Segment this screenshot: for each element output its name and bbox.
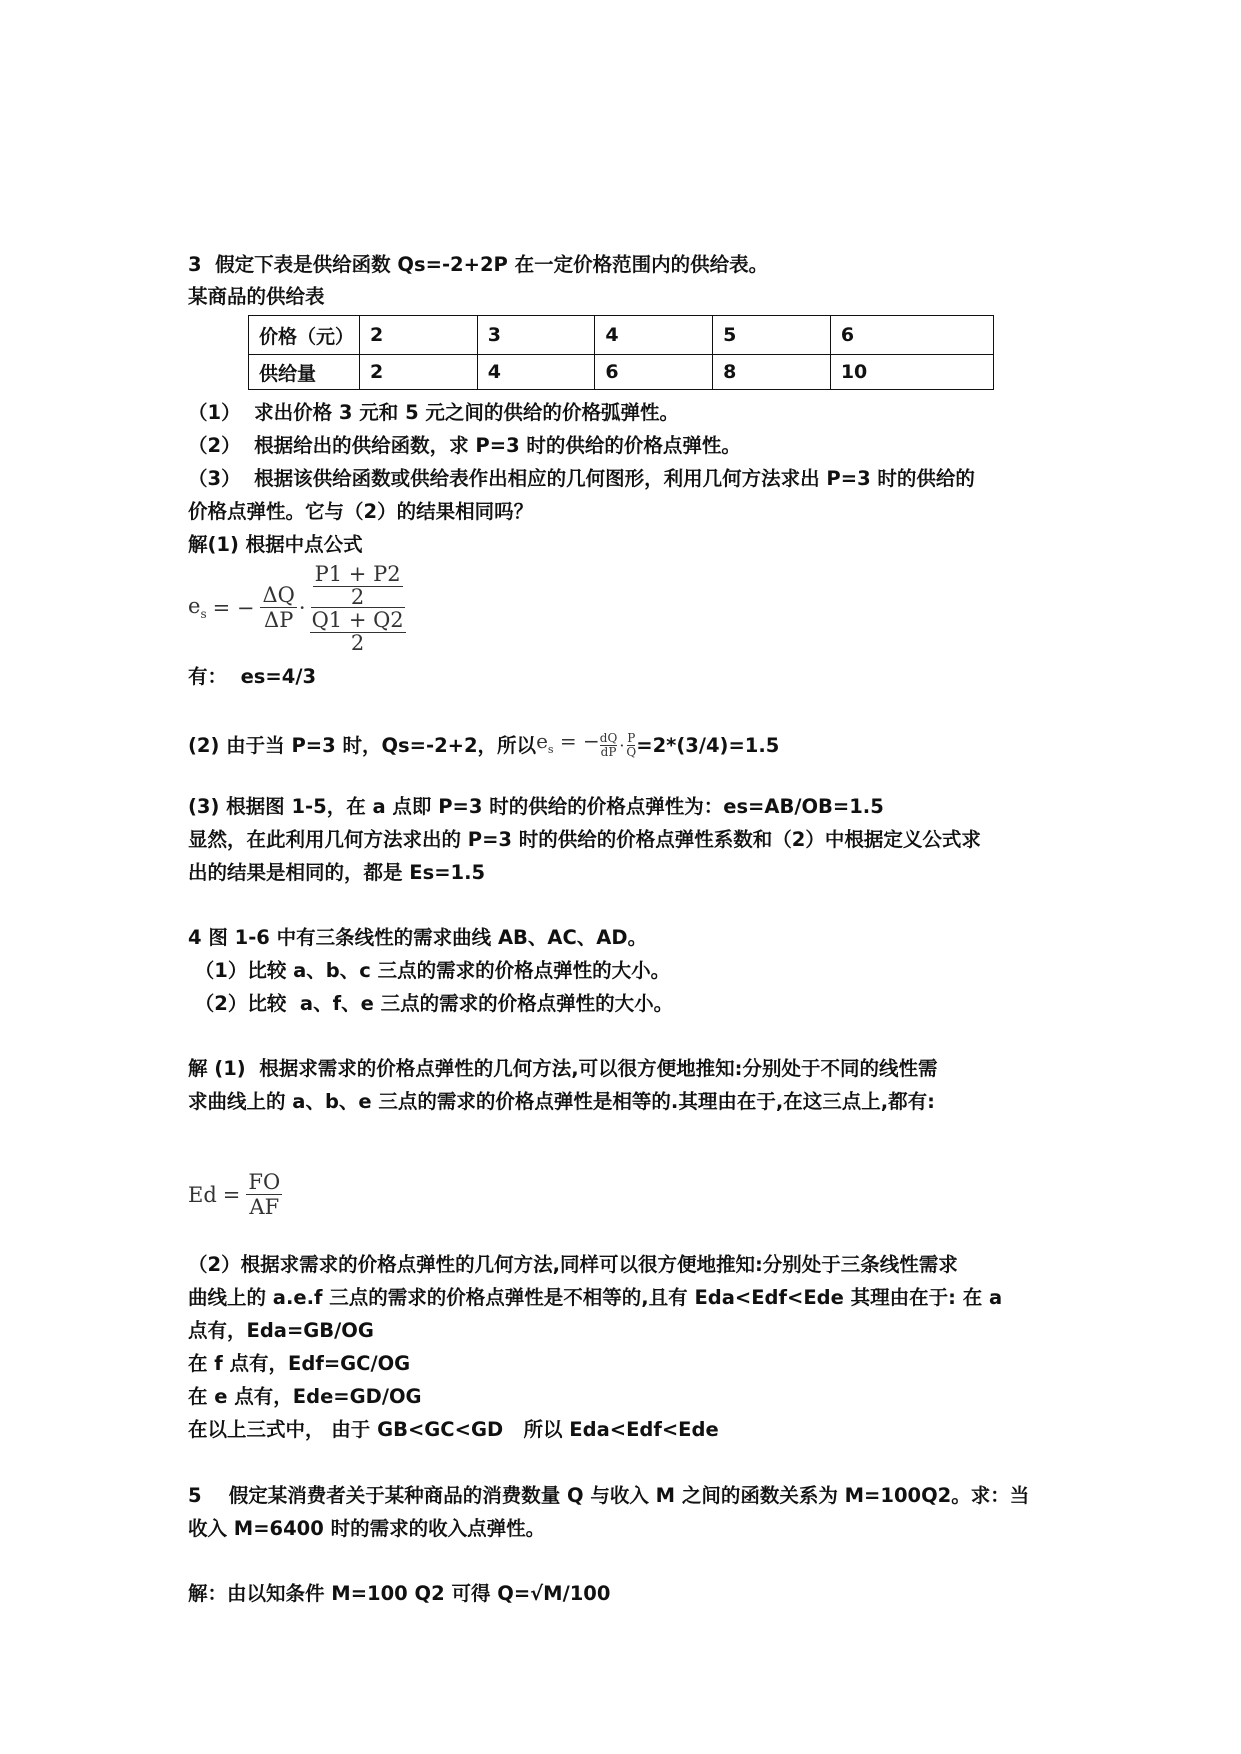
q3-solution3-line3: 出的结果是相同的，都是 Es=1.5 xyxy=(188,861,486,884)
table-cell: 6 xyxy=(595,355,713,390)
q3-solution3-line1: (3) 根据图 1-5，在 a 点即 P=3 时的供给的价格点弹性为：es=AB/OB=1.5 xyxy=(188,795,884,818)
q4-solution2-line5: 在 e 点有，Ede=GD/OG xyxy=(188,1385,422,1408)
q4-solution1-line2: 求曲线上的 a、b、e 三点的需求的价格点弹性是相等的.其理由在于,在这三点上,都有: xyxy=(188,1090,935,1113)
q4-solution2-line6: 在以上三式中， 由于 GB<GC<GD 所以 Eda<Edf<Ede xyxy=(188,1418,719,1441)
table-row xyxy=(249,355,994,390)
q5-title-line2: 收入 M=6400 时的需求的收入点弹性。 xyxy=(188,1517,546,1540)
table-cell: 2 xyxy=(360,316,478,355)
formula-ratio-fraction: $\frac{\frac{P1 + P2}{2}}{\frac{Q1 + Q2}{2}}$ xyxy=(311,562,404,655)
inline-pq-fraction: $\frac{P}{Q}$ xyxy=(626,731,637,759)
ed-formula: Ed = $\frac{FO}{AF}$ xyxy=(188,1170,281,1219)
inline-derivative-fraction: $\frac{dQ}{dP}$ xyxy=(599,731,618,759)
q5-title-line1: 5 假定某消费者关于某种商品的消费数量 Q 与收入 M 之间的函数关系为 M=100Q2。求：当 xyxy=(188,1484,1030,1507)
table-cell: 4 xyxy=(477,355,595,390)
q3-sub3-line1: （3） 根据该供给函数或供给表作出相应的几何图形，利用几何方法求出 P=3 时的供给的 xyxy=(188,467,975,490)
ed-lhs: Ed xyxy=(188,1182,217,1207)
q4-solution2-line2: 曲线上的 a.e.f 三点的需求的价格点弹性是不相等的,且有 Eda<Edf<Ede 其理由在于: 在 a xyxy=(188,1286,1003,1309)
q4-solution2-line4: 在 f 点有，Edf=GC/OG xyxy=(188,1352,411,1375)
q3-solution2: (2) 由于当 P=3 时，Qs=-2+2，所以 $e_s$ = − $\frac{dQ}{dP}$ · $\frac{P}{Q}$ =2*(3/4)=1.5 xyxy=(188,729,779,762)
table-cell: 3 xyxy=(477,316,595,355)
table-cell: 6 xyxy=(830,316,993,355)
q3-solution1-result: 有： es=4/3 xyxy=(188,665,317,688)
table-cell: 8 xyxy=(713,355,831,390)
table-cell: 供给量 xyxy=(249,355,360,390)
q3-sub2: （2） 根据给出的供给函数，求 P=3 时的供给的价格点弹性。 xyxy=(188,434,741,457)
q4-sub1: （1）比较 a、b、c 三点的需求的价格点弹性的大小。 xyxy=(188,959,671,982)
table-cell: 4 xyxy=(595,316,713,355)
table-cell: 价格（元） xyxy=(249,316,360,355)
q4-solution2-line3: 点有，Eda=GB/OG xyxy=(188,1319,374,1342)
q3-solution3-line2: 显然，在此利用几何方法求出的 P=3 时的供给的价格点弹性系数和（2）中根据定义公式求 xyxy=(188,828,981,851)
q3-solution1-heading: 解(1) 根据中点公式 xyxy=(188,533,363,556)
q4-solution1-line1: 解 (1) 根据求需求的价格点弹性的几何方法,可以很方便地推知:分别处于不同的线性需 xyxy=(188,1057,938,1080)
midpoint-formula: $e_s$ = − $\frac{\Delta Q}{\Delta P}$ · $\frac{\frac{P1 + P2}{2}}{\frac{Q1 + Q2}{2}}$ xyxy=(188,562,408,653)
ed-fraction: $\frac{FO}{AF}$ xyxy=(248,1170,281,1219)
q3-title: 3 假定下表是供给函数 Qs=-2+2P 在一定价格范围内的供给表。 xyxy=(188,253,769,276)
q4-solution2-line1: （2）根据求需求的价格点弹性的几何方法,同样可以很方便地推知:分别处于三条线性需求 xyxy=(188,1253,958,1276)
q3-sub3-line2: 价格点弹性。它与（2）的结果相同吗？ xyxy=(188,500,534,523)
table-cell: 10 xyxy=(830,355,993,390)
formula-lhs: $e_s$ xyxy=(188,593,207,622)
formula-delta-fraction: $\frac{\Delta Q}{\Delta P}$ xyxy=(262,583,295,632)
q4-sub2: （2）比较 a、f、e 三点的需求的价格点弹性的大小。 xyxy=(188,992,674,1015)
q5-solution-line1: 解：由以知条件 M=100 Q2 可得 Q=√M/100 xyxy=(188,1582,611,1605)
table-row xyxy=(249,316,994,355)
table-cell: 2 xyxy=(360,355,478,390)
supply-table xyxy=(248,315,994,390)
formula-equals: = − xyxy=(212,595,255,620)
q4-title: 4 图 1-6 中有三条线性的需求曲线 AB、AC、AD。 xyxy=(188,926,648,949)
table-cell: 5 xyxy=(713,316,831,355)
q3-sub1: （1） 求出价格 3 元和 5 元之间的供给的价格弧弹性。 xyxy=(188,401,679,424)
table-caption: 某商品的供给表 xyxy=(188,285,325,308)
inline-formula-lhs: $e_s$ = − xyxy=(536,729,600,756)
